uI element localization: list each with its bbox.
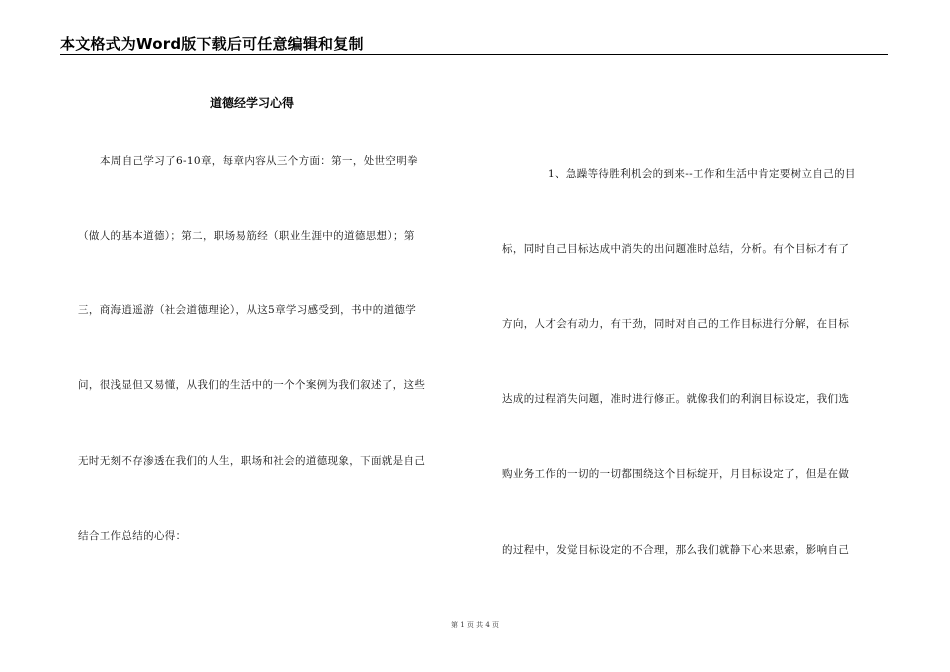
right-line-3: 方向，人才会有动力，有干劲，同时对自己的工作目标进行分解，在目标	[502, 318, 850, 330]
left-line-1: 本周自己学习了6-10章，每章内容从三个方面：第一，处世空明拳	[100, 155, 418, 167]
right-line-5: 购业务工作的一切的一切都围绕这个目标绽开，月目标设定了，但是在做	[502, 468, 850, 480]
left-line-4: 问，很浅显但又易懂，从我们的生活中的一个个案例为我们叙述了，这些	[78, 379, 426, 391]
right-line-4: 达成的过程消失问题，准时进行修正。就像我们的利润目标设定，我们选	[502, 393, 850, 405]
left-line-5: 无时无刻不存渗透在我们的人生，职场和社会的道德现象，下面就是自己	[78, 455, 426, 467]
left-line-2: （做人的基本道德）；第二，职场易筋经（职业生涯中的道德思想）；第	[78, 230, 415, 242]
document-header: 本文格式为Word版下载后可任意编辑和复制	[60, 35, 364, 53]
right-line-6: 的过程中，发觉目标设定的不合理，那么我们就静下心来思索，影响自己	[502, 544, 850, 556]
left-line-3: 三，商海逍遥游（社会道德理论），从这5章学习感受到，书中的道德学	[78, 304, 417, 316]
document-title: 道德经学习心得	[210, 96, 295, 110]
page-number: 第 1 页 共 4 页	[450, 621, 500, 629]
right-line-1: 1、急躁等待胜利机会的到来--工作和生活中肯定要树立自己的目	[548, 168, 856, 180]
header-divider	[60, 54, 888, 55]
left-line-6: 结合工作总结的心得：	[78, 530, 187, 542]
right-line-2: 标，同时自己目标达成中消失的出问题准时总结，分析。有个目标才有了	[502, 243, 850, 255]
